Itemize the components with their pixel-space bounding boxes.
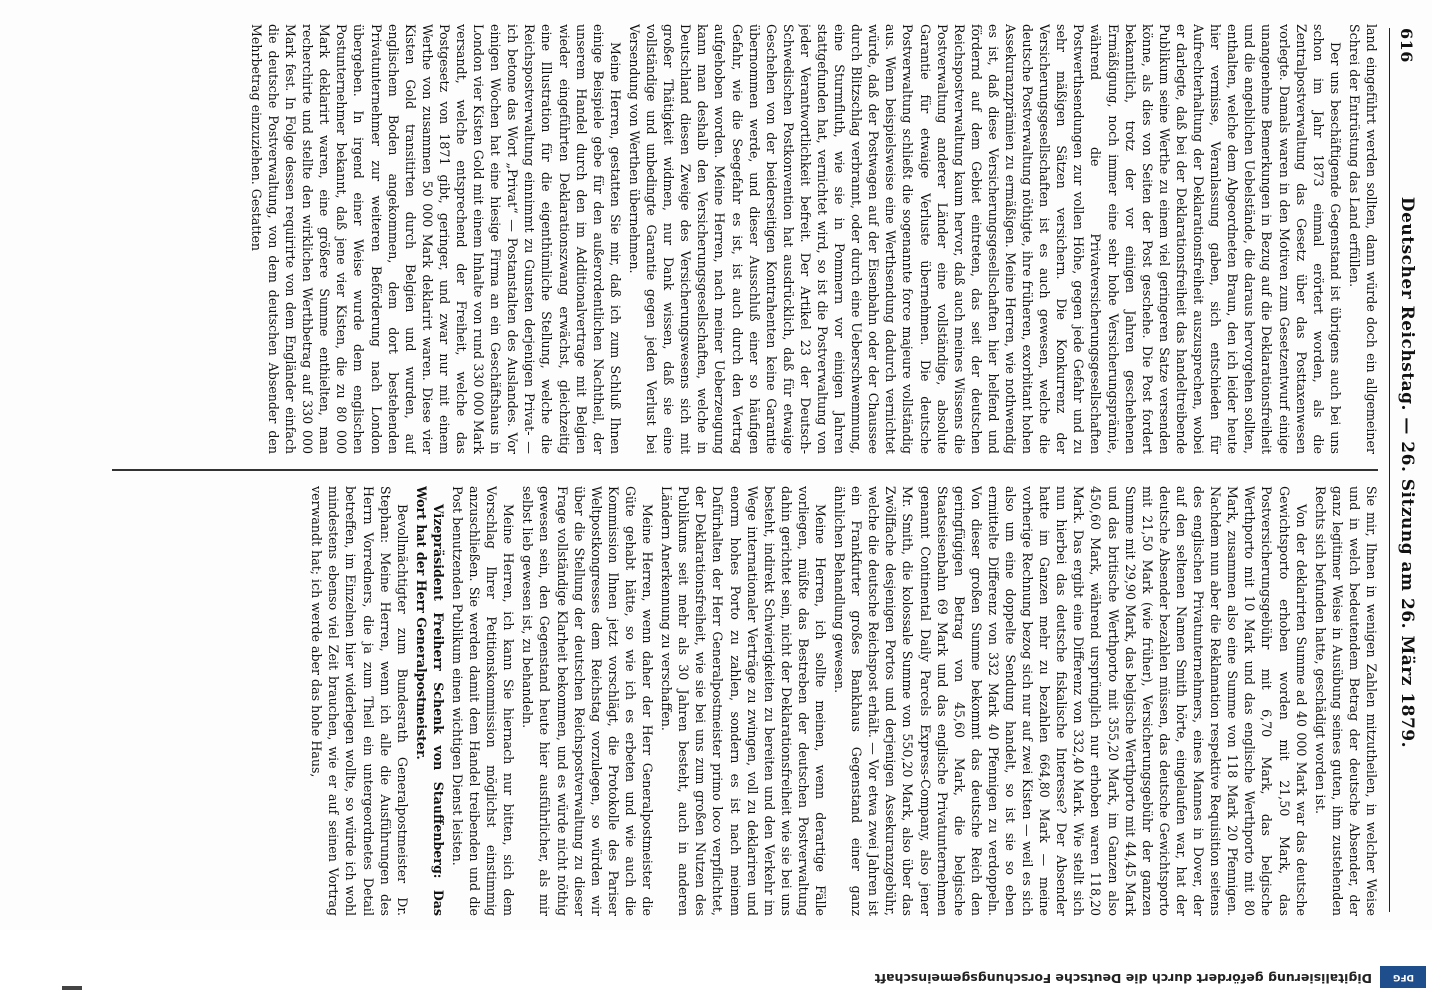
left-paragraph: Der uns beschäftigende Gegenstand ist übrigens auch bei uns schon im Jahr 1873 einmal erörtert worden, als die Zentralpostverwaltung das Gesetz über das Posttaxenwesen vorlegte. Damals waren in den Motiven zum Gesetzentwurf einige unangenehme Bemerkungen in Bezug auf die Deklarationsfreiheit und die angeblichen Uebelstände, die daraus hervorgehen sollten, enthalten, welche dem Abgeordneten Braun, den ich leider heute hier vermisse, Veranlassung gaben, sich entschieden für Aufrechterhaltung der Deklarationsfreiheit auszusprechen, wobei er darlegte, daß bei der Deklarationsfreiheit das handeltreibende Publikum seine Werthe zu einem viel geringeren Satze versenden könne, als dies von Seiten der Post geschehe. Die Post fordert bekanntlich, trotz der vor einigen Jahren geschehenen Ermäßigung, noch immer eine sehr hohe Versicherungsprämie, während die Privatversicherungsgesellschaften Postwerthsendungen zur vollen Höhe, gegen jede Gefahr und zu sehr mäßigen Sätzen versichern. Die Konkurrenz der Versicherungsgesellschaften ist es auch gewesen, welche die deutsche Postverwaltung nöthigte, ihre früheren, exorbitant hohen Assekuranzprämien zu ermäßigen. Meine Herren, wie nothwendig es ist, daß diese Versicherungsgesellschaften hier helfend und fördernd auf dem Gebiet eintreten, das seit der deutschen Reichspostverwaltung kaum hervor, daß auch meines Wissens die Postverwaltung anderer Länder eine vollständige, absolute Garantie für etwaige Verluste übernehmen. Die deutsche Postverwaltung schließt die sogenannte force majeure vollständig aus. Wenn beispielsweise eine Werthsendung dadurch vernichtet würde, daß der Postwagen auf der Eisenbahn oder der Chaussee durch Blitzschlag verbrannt, oder durch eine Ueberschwemmung, eine Sturmfluth, wie sie in Pommern vor einigen Jahren stattgefunden hat, vernichtet wird, so ist die Postverwaltung von jeder Verantwortlichkeit befreit. Der Artikel 23 der Deutsch-Schwedischen Postkonvention hat ausdrücklich, daß für etwaige Geschehen von der beiderseitigen Kontrahenten keine Garantie übernommen werde, und dieser Ausschluß einer so häufigen Gefahr, wie die Seegefahr es ist, ist auch durch den Vertrag aufgehoben worden. Meine Herren, nach meiner Ueberzeugung kann man deshalb den Versicherungsgesellschaften, welche in Deutschland diesen Zweige des Versicherungswesens sich mit großer Thätigkeit widmen, nur Dank wissen, daß sie eine vollständige und unbedingte Garantie gegen jeden Verlust bei Versendung von Werthen übernehmen.: [626, 24, 1343, 454]
right-paragraph: Meine Herren, ich kann Sie hiernach nur bitten, sich dem Vorschlag Ihrer Petitionskommission möglichst einstimmig anzuschließen. Sie werden damit dem Handel treibenden und die Post benutzenden Publikum einen wichtigen Dienst leisten.: [450, 486, 517, 916]
scan-mark: [62, 986, 82, 990]
column-divider: [112, 469, 1378, 471]
right-paragraph: Meine Herren, ich sollte meinen, wenn derartige Fälle vorliegen, müßte das Bestreben der deutschen Postverwaltung dahin gerichtet sein, nicht der Deklarationsfreiheit wie sie bei uns besteht, indirekt Schwierigkeiten zu bereiten und den Verkehr im Wege internationaler Verträge zu zwingen, voll zu deklariren und enorm hohes Porto zu zahlen, sondern es ist nach meinem Dafürhalten der Herr Generalpostmeister primo loco verpflichtet, der Deklarationsfreiheit, wie sie bei uns zum großen Nutzen des Publikums seit mehr als 30 Jahren besteht, auch in anderen Ländern Anerkennung zu verschaffen.: [659, 486, 828, 916]
digitization-note: Digitalisierung gefördert durch die Deutsche Forschungsgemeinschaft: [874, 971, 1372, 986]
page-header: [1389, 28, 1424, 912]
publication-title: Deutscher Reichstag. — 26. Sitzung am 26. März 1879.: [1397, 196, 1417, 749]
speaker-line: Vizepräsident Freiherr Schenk von Stauffenberg: Das Wort hat der Herr Generalpostmeister.: [413, 486, 446, 916]
digitization-sidebar: [0, 930, 1432, 1000]
left-column: [110, 24, 1380, 454]
right-column: [110, 486, 1380, 916]
right-paragraph: Bevollmächtigter zum Bundesrath Generalpostmeister Dr. Stephan: Meine Herren, wenn ich alle die Ausführungen des Herrn Vorredners, die ja zum Theil ein untergeordnetes Detail betreffen, im Einzelnen hier widerlegen wollte, so würde ich wohl mindestens ebenso viel Zeit brauchen, wie er auf seinen Vortrag verwandt hat; ich werde aber das hohe Haus,: [309, 486, 410, 916]
page-number: 616: [1397, 28, 1417, 63]
right-paragraph: Meine Herren, wenn daher der Herr Generalpostmeister die Güte gehabt hätte, so wie ich es erbeten und wie auch die Kommission Ihnen jetzt vorschlägt, die Protokolle des Pariser Weltpostkongresses dem Reichstag vorzulegen, so würden wir über die Stellung der deutschen Reichspostverwaltung zu dieser Frage vollständige Klarheit bekommen, und es würde nicht nöthig gewesen sein, den Gegenstand heute hier ausführlicher, als mir selbst lieb gewesen ist, zu behandeln.: [520, 486, 656, 916]
left-paragraph: Meine Herren, gestatten Sie mir, daß ich zum Schluß Ihnen einige Beispiele gebe für den außerordentlichen Nachtheil, der unserem Handel durch den im Additionalvertrage mit Belgien wieder eingeführten Deklarationszwang erwächst, gleichzeitig eine Illustration für die eigenthümliche Stellung, welche die Reichspostverwaltung einnimmt zu Gunsten derjenigen Privat- — ich betone das Wort „Privat“ — Postanstalten des Auslandes. Vor einigen Wochen hat eine hiesige Firma an ein Geschäftshaus in London vier Kisten Gold mit einem Inhalte von rund 330 000 Mark versandt, welche entsprechend der Freiheit, welche das Postgesetz von 1871 gibt, geringer, und zwar nur mit einem Werthe von zusammen 50 000 Mark deklarirt waren. Diese vier Kisten Gold transitirten durch Belgien und wurden, auf englischem Boden angekommen, dem dort bestehenden Privatunternehmer zur weiteren Beförderung nach London übergeben. In irgend einer Weise wurde dem englischen Postunternehmer bekannt, daß jene vier Kisten, die zu 80 000 Mark deklarirt waren, eine größere Summe enthielten, man recherchirte und stellte den wirklichen Werthbetrag auf 330 000 Mark fest. In Folge dessen requirirte von dem Engländer einfach die deutsche Postverwaltung, von dem deutschen Absender den Mehrbetrag einzuziehen. Gestatten: [248, 24, 623, 454]
left-paragraph: land eingeführt werden sollten, dann würde doch ein allgemeiner Schrei der Entrüstung das Land erfüllen.: [1346, 24, 1379, 454]
dfg-logo: DFG: [1380, 966, 1426, 988]
right-paragraph: Sie mir, Ihnen in wenigen Zahlen mitzutheilen, in welcher Weise und in welch bedeutendem Betrag der deutsche Absender, der ganz legitimer Weise in Ausübung seines guten, ihm zustehenden Rechts sich befunden hatte, geschädigt worden ist.: [1312, 486, 1379, 916]
right-paragraph: Von der deklarirten Summe ad 40 000 Mark war das deutsche Gewichtsporto erhoben worden mit 21,50 Mark, das Postversicherungsgebühr mit 6,70 Mark, das belgische Werthporto mit 10 Mark und das englische Werthporto mit 80 Mark, zusammen also eine Summe von 118 Mark 20 Pfennigen. Nachdem nun aber die Reklamation respektive Requisition seitens des englischen Privatunternehmers, eines Mannes in Dover, der auf den seltenen Namen Smith hörte, eingelaufen war, hat der deutsche Absender bezahlen müssen, das deutsche Gewichtsporto mit 21,50 Mark (wie früher), Versicherungsgebühr der ganzen Summe mit 29,90 Mark, das belgische Werthporto mit 44,45 Mark und das britische Werthporto mit 355,20 Mark, im Ganzen also 450,60 Mark, während ursprünglich nur erhoben waren 118,20 Mark. Das ergibt eine Differenz von 332,40 Mark. Wie stellt sich nun hierbei das deutsche fiskalische Interesse? Der Absender hatte im Ganzen mehr zu bezahlen 664,80 Mark — meine vorherige Rechnung bezog sich nur auf zwei Kisten — weil es sich also um eine doppelte Sendung handelt, so ist sie so eben ermittelte Differenz von 332 Mark 40 Pfennigen zu verdoppeln. Von dieser großen Summe bekommt das deutsche Reich den geringfügigen Betrag von 45,60 Mark, die belgische Staatseisenbahn 69 Mark und das englische Privatunternehmen genannt Continental Daily Parcels Express-Company, also jener Mr. Smith, die kolossale Summe von 550,20 Mark, also über das Zwölffache desjenigen Portos und derjenigen Assekuranzgebühr, welche die deutsche Reichspost erhält. — Vor etwa zwei Jahren ist ein Frankfurter großes Bankhaus Gegenstand einer ganz ähnlichen Behandlung gewesen.: [832, 486, 1309, 916]
